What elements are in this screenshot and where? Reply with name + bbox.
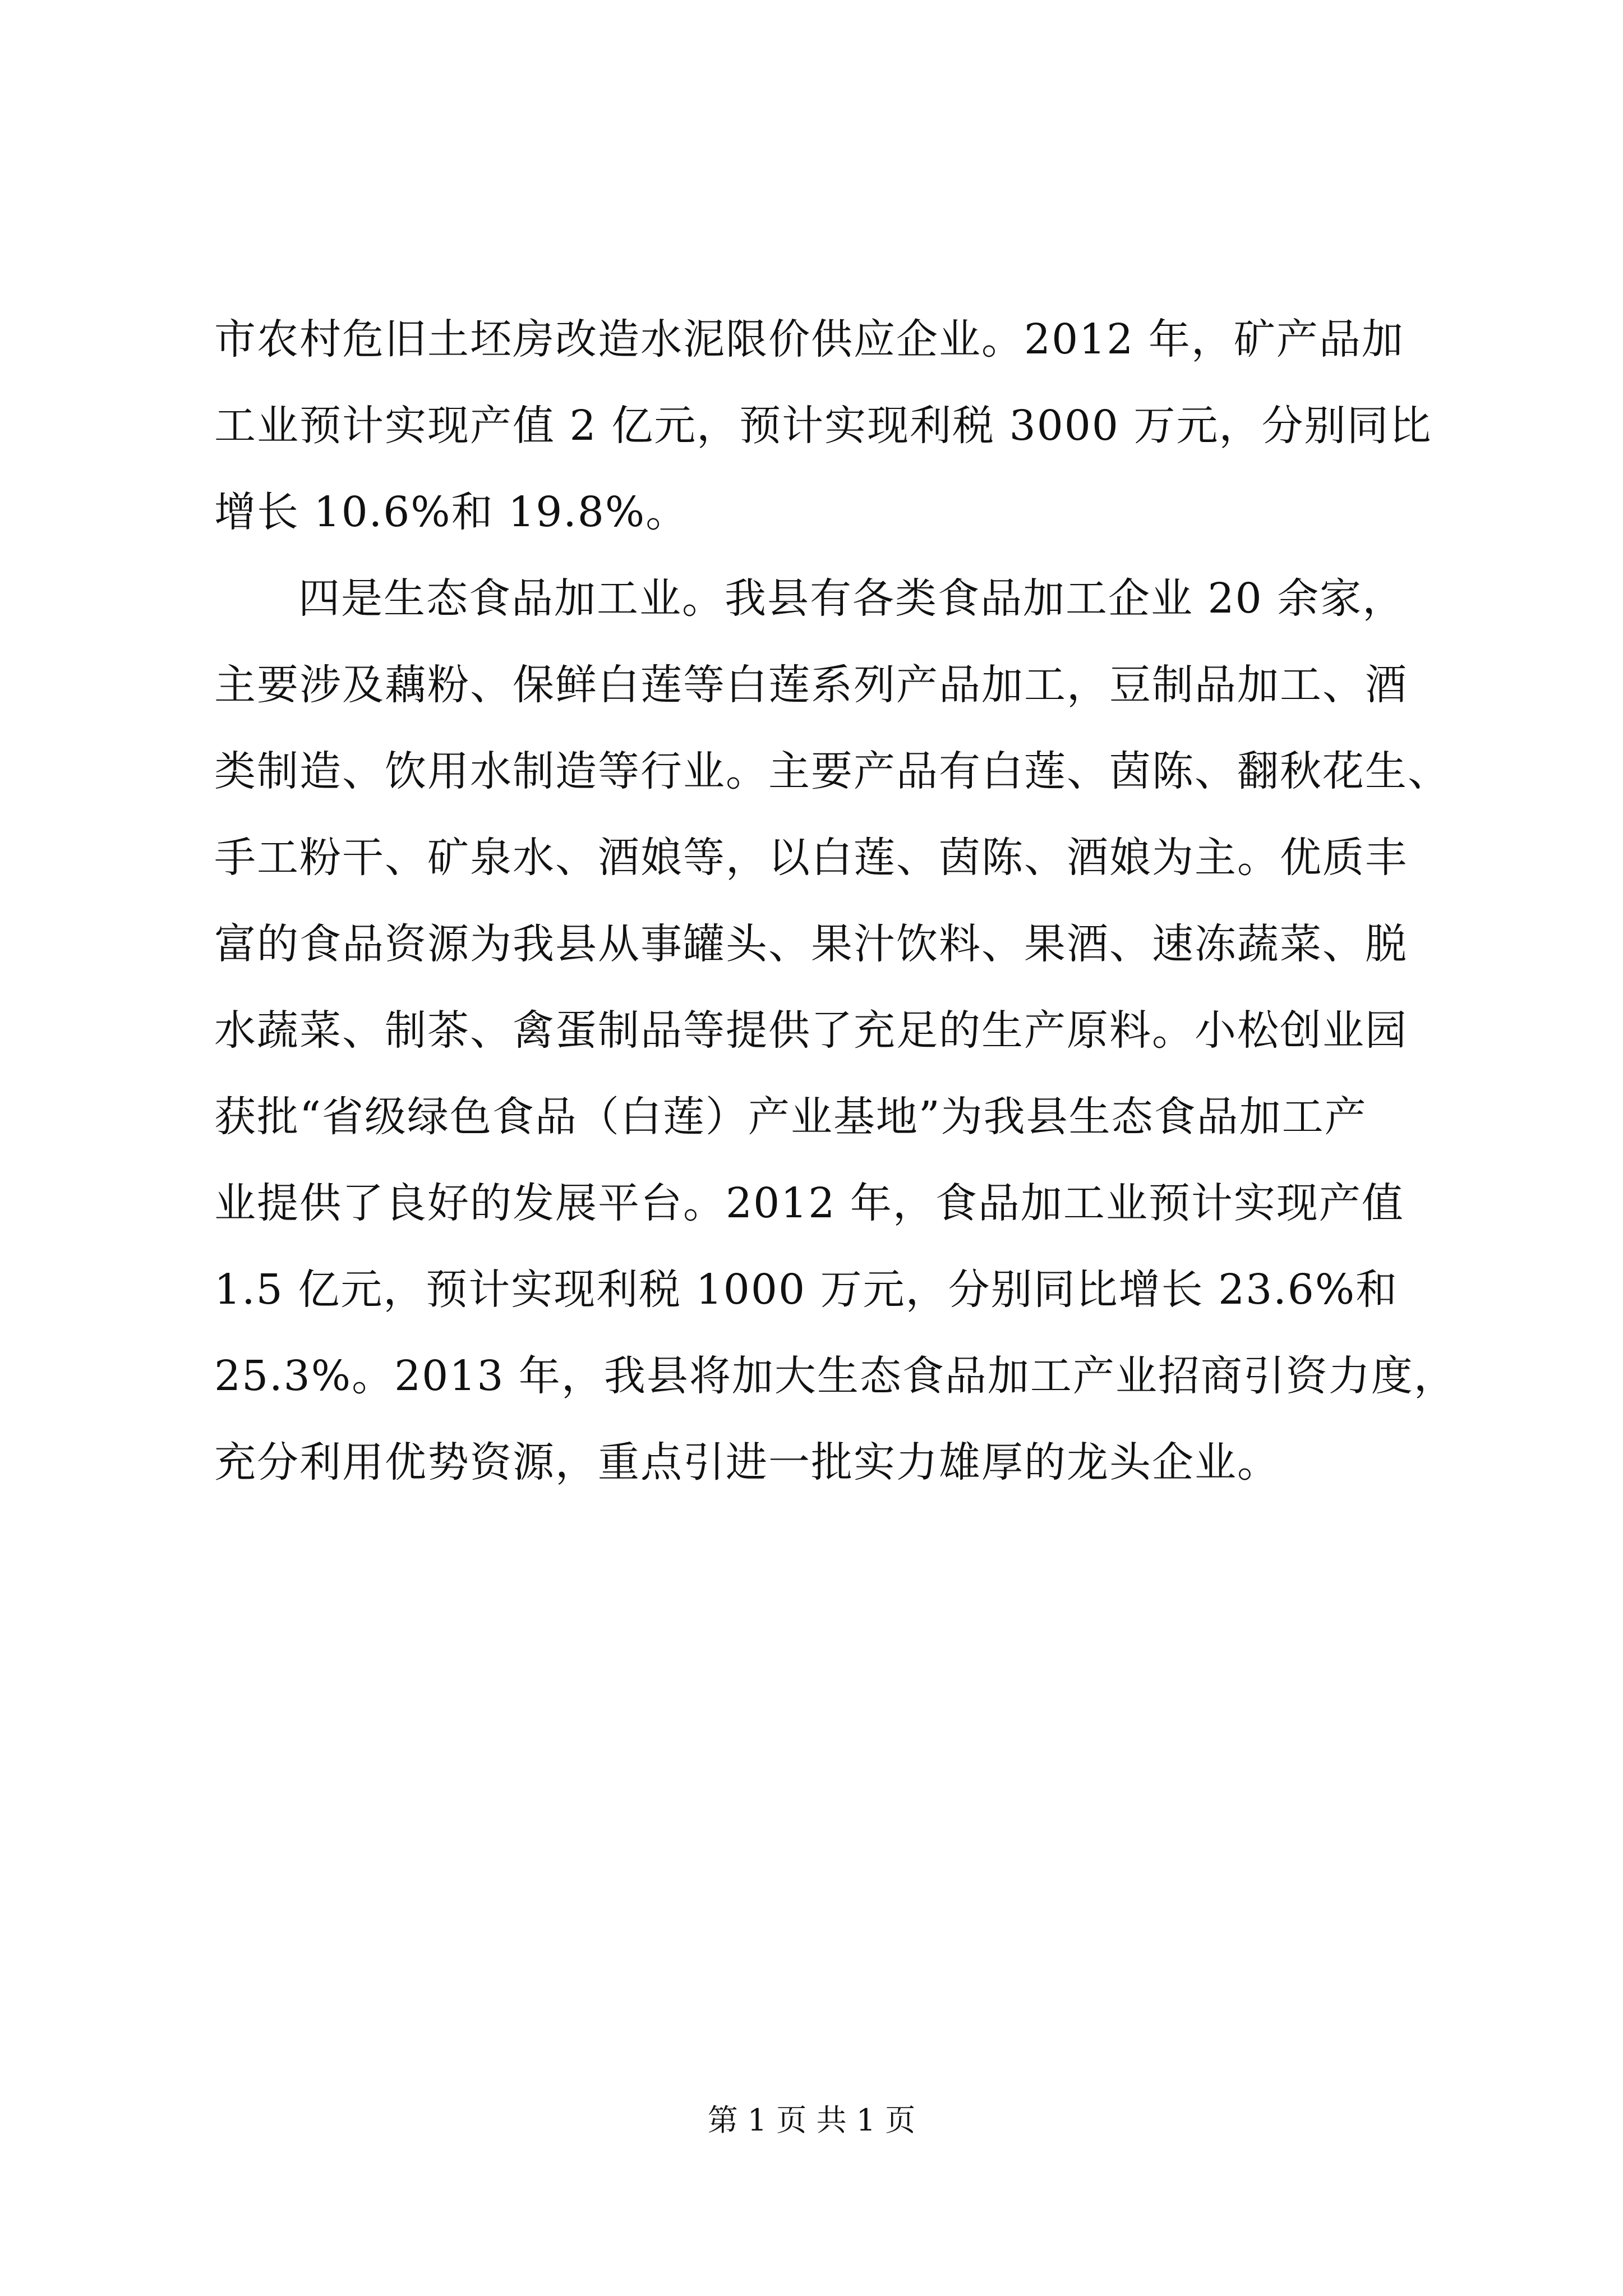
text-line: 手工粉干、矿泉水、酒娘等，以白莲、茵陈、酒娘为主。优质丰 [214,834,1408,882]
text-line: 主要涉及藕粉、保鲜白莲等白莲系列产品加工，豆制品加工、酒 [214,661,1408,709]
text-line: 充分利用优势资源，重点引进一批实力雄厚的龙头企业。 [214,1438,1280,1487]
text-line: 类制造、饮用水制造等行业。主要产品有白莲、茵陈、翻秋花生、 [214,747,1450,795]
page-footer: 第 1 页 共 1 页 [707,2102,916,2138]
text-line: 1.5 亿元，预计实现利税 1000 万元，分别同比增长 23.6%和 [214,1266,1399,1314]
text-line: 水蔬菜、制茶、禽蛋制品等提供了充足的生产原料。小松创业园 [214,1006,1408,1055]
text-line: 业提供了良好的发展平台。2012 年，食品加工业预计实现产值 [214,1179,1404,1227]
paragraph-start-line: 四是生态食品加工业。我县有各类食品加工企业 20 余家， [298,574,1405,623]
text-line: 25.3%。2013 年，我县将加大生态食品加工产业招商引资力度， [214,1352,1456,1400]
body-text [214,296,1456,1506]
text-line: 市农村危旧土坯房改造水泥限价供应企业。2012 年，矿产品加 [214,315,1404,364]
text-line: 工业预计实现产值 2 亿元，预计实现利税 3000 万元，分别同比 [214,402,1432,450]
text-line: 富的食品资源为我县从事罐头、果汁饮料、果酒、速冻蔬菜、脱 [214,920,1408,968]
text-line: 获批“省级绿色食品（白莲）产业基地”为我县生态食品加工产 [214,1093,1367,1141]
text-line: 增长 10.6%和 19.8%。 [214,488,689,536]
